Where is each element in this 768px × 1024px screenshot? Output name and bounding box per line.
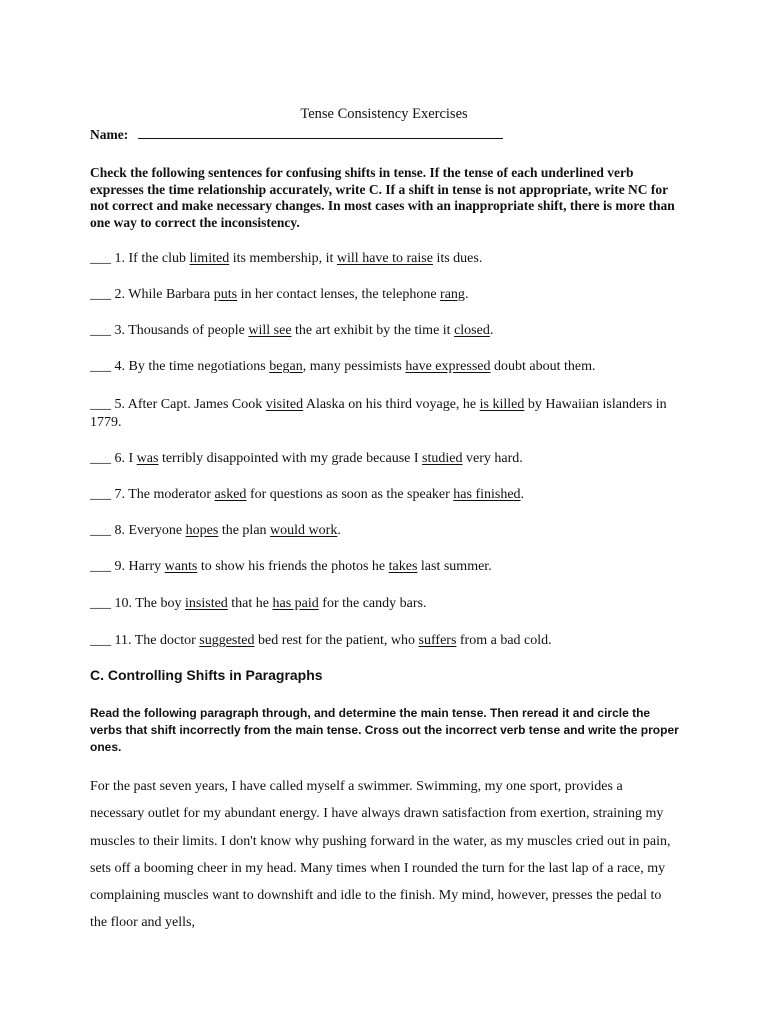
underlined-verb: hopes xyxy=(185,523,219,538)
underlined-verb: closed xyxy=(454,323,490,338)
sentence-text: in her contact lenses, the telephone xyxy=(237,287,441,302)
exercise-item-3 xyxy=(90,322,690,340)
sentence-text: ___ 6. I xyxy=(90,451,137,466)
underlined-verb: would work xyxy=(270,523,338,538)
exercise-paragraph: For the past seven years, I have called myself a swimmer. Swimming, my one sport, provides a necessary outlet for my abundant energy. I have always drawn satisfaction from exertion, straining my muscles to their limits. I don't know why pushing forward in the water, as my muscles cried out in pain, sets off a booming cheer in my head. Many times when I rounded the turn for the last lap of a race, my complaining muscles want to downshift and idle to the finish. My mind, however, presses the pedal to the floor and yells, xyxy=(90,779,671,931)
sentence-text: ___ 11. The doctor xyxy=(90,633,200,648)
exercise-item-7 xyxy=(90,486,690,504)
name-field-row xyxy=(90,127,503,143)
exercise-item-11 xyxy=(90,632,690,650)
sentence-text: , many pessimists xyxy=(302,359,406,374)
sentence-text: its dues. xyxy=(432,251,483,266)
sentence-text: ___ 9. Harry xyxy=(90,559,165,574)
underlined-verb: studied xyxy=(422,451,463,466)
section-heading: C. Controlling Shifts in Paragraphs xyxy=(90,667,323,683)
sentence-text: ___ 8. Everyone xyxy=(90,523,186,538)
sentence-text: ___ 5. After Capt. James Cook xyxy=(90,397,266,412)
sentence-text: last summer. xyxy=(417,559,492,574)
instructions-text: Check the following sentences for confusing shifts in tense. If the tense of each underlined verb expresses the time relationship accurately, write C. If a shift in tense is not appropriate, write NC for not correct and make necessary changes. In most cases with an inappropriate shift, there is more than one way to correct the inconsistency. xyxy=(90,165,675,230)
sentence-text: . xyxy=(337,523,341,538)
exercise-item-1 xyxy=(90,250,690,268)
underlined-verb: was xyxy=(136,451,159,466)
sentence-text: the art exhibit by the time it xyxy=(291,323,455,338)
underlined-verb: wants xyxy=(164,559,198,574)
underlined-verb: asked xyxy=(214,487,247,502)
underlined-verb: puts xyxy=(213,287,238,302)
sentence-text: very hard. xyxy=(462,451,523,466)
sentence-text: ___ 2. While Barbara xyxy=(90,287,214,302)
sentence-text: ___ 1. If the club xyxy=(90,251,190,266)
exercise-item-8 xyxy=(90,522,690,540)
sentence-text: for the candy bars. xyxy=(318,596,427,611)
name-blank-line xyxy=(138,128,503,139)
underlined-verb: visited xyxy=(265,397,304,412)
underlined-verb: will have to raise xyxy=(336,251,433,266)
sentence-text: ___ 7. The moderator xyxy=(90,487,215,502)
sentence-text: to show his friends the photos he xyxy=(197,559,389,574)
underlined-verb: limited xyxy=(189,251,230,266)
underlined-verb: have expressed xyxy=(405,359,491,374)
sentence-text: . xyxy=(520,487,525,502)
sentence-text: . xyxy=(464,287,469,302)
sentence-text: the plan xyxy=(218,523,271,538)
sentence-text: bed rest for the patient, who xyxy=(254,633,419,648)
sentence-text: doubt about them. xyxy=(490,359,596,374)
exercise-item-5 xyxy=(90,396,690,432)
sentence-text: for questions as soon as the speaker xyxy=(246,487,454,502)
sentence-text: ___ 10. The boy xyxy=(90,596,186,611)
exercise-item-2 xyxy=(90,286,690,304)
sentence-text: by Hawaiian islanders in 1779. xyxy=(90,397,667,430)
underlined-verb: is killed xyxy=(479,397,525,412)
underlined-verb: has paid xyxy=(272,596,319,611)
underlined-verb: began xyxy=(269,359,303,374)
underlined-verb: has finished xyxy=(453,487,521,502)
exercise-item-4 xyxy=(90,358,690,376)
sentence-text: its membership, it xyxy=(229,251,337,266)
exercise-item-6 xyxy=(90,450,690,468)
underlined-verb: rang xyxy=(440,287,465,302)
sentence-text: ___ 3. Thousands of people xyxy=(90,323,249,338)
paragraph-directions: Read the following paragraph through, and determine the main tense. Then reread it and circle the verbs that shift incorrectly from the main tense. Cross out the incorrect verb tense and write the proper ones. xyxy=(90,706,679,754)
page-title: Tense Consistency Exercises xyxy=(300,106,468,122)
exercise-item-10 xyxy=(90,595,690,613)
underlined-verb: suggested xyxy=(199,633,255,648)
name-label: Name: xyxy=(90,127,129,142)
exercise-item-9 xyxy=(90,558,690,576)
sentence-text: Alaska on his third voyage, he xyxy=(303,397,480,412)
underlined-verb: will see xyxy=(248,323,292,338)
underlined-verb: suffers xyxy=(418,633,457,648)
sentence-text: . xyxy=(489,323,494,338)
underlined-verb: insisted xyxy=(185,596,228,611)
sentence-text: terribly disappointed with my grade because I xyxy=(158,451,423,466)
sentence-text: from a bad cold. xyxy=(456,633,552,648)
sentence-text: ___ 4. By the time negotiations xyxy=(90,359,270,374)
sentence-text: that he xyxy=(227,596,273,611)
underlined-verb: takes xyxy=(388,559,418,574)
